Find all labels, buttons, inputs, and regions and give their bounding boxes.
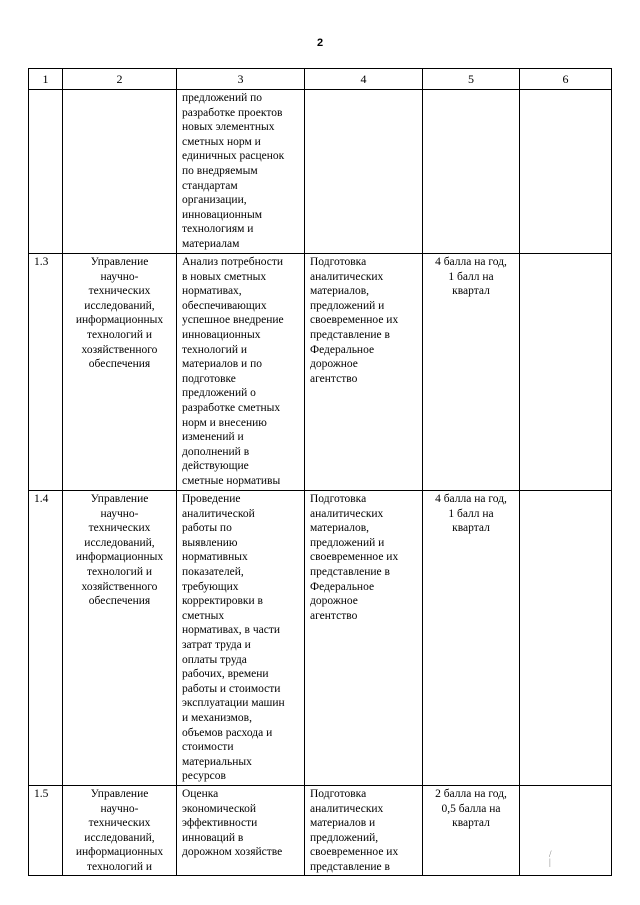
row-number: 1.4 [29,491,63,786]
result-cell-line: предложений, [310,831,379,844]
department-cell-line: технических [88,817,151,830]
column-header-6: 6 [520,69,612,90]
table-row [29,90,612,254]
result-cell-line: Федеральное [310,580,375,593]
department-cell-line: технологий и [86,328,153,341]
task-cell-line: сметных [182,609,225,622]
task-cell-line: материалам [182,237,240,250]
row-number: 1.3 [29,254,63,491]
result-cell-line: аналитических [310,507,384,520]
department-cell-line: научно- [100,270,139,283]
column-6-cell [520,786,612,876]
task-cell-line: нормативных [182,551,248,564]
task-cell-line: и механизмов, [182,711,252,724]
department-cell-line: технических [88,285,151,298]
task-cell-line: разработке сметных [182,401,281,414]
task-cell-line: изменений и [182,431,244,444]
department-cell-line: обеспечения [88,595,151,608]
department-cell-line: Управление [90,493,149,505]
task-cell-line: нормативах, [182,285,242,298]
result-cell-line: представление в [310,565,390,578]
result-cell-line: представление в [310,328,390,341]
task-cell-line: инновационных [182,328,261,341]
score-cell-line: 1 балл на [448,270,494,283]
task-cell-line: нормативах, в части [182,624,281,637]
result-cell-line: Подготовка [310,788,367,800]
row-number [29,90,63,254]
score-cell [423,90,520,254]
result-cell-line: дорожное [310,358,358,371]
result-cell-line: предложений и [310,536,385,549]
task-cell-line: оплаты труда [182,653,247,666]
department-cell-line: исследований, [84,831,155,844]
task-cell-line: сметных норм и [182,135,261,148]
column-header-5: 5 [423,69,520,90]
task-cell-line: сметные нормативы [182,474,281,487]
column-header-1: 1 [29,69,63,90]
task-cell-line: новых элементных [182,121,275,134]
result-cell-line: своевременное их [310,551,399,564]
result-cell [305,254,423,491]
department-cell-line: исследований, [84,536,155,549]
result-cell [305,90,423,254]
result-cell-line: Федеральное [310,343,375,356]
task-cell-line: успешное внедрение [182,314,284,327]
task-cell-line: аналитической [182,507,255,520]
score-cell-line: квартал [452,817,490,830]
score-cell-line: 4 балла на год, [435,493,507,505]
table-row [29,786,612,876]
task-cell-line: показателей, [182,565,244,578]
result-cell-line: Подготовка [310,256,367,268]
scan-mark: / | [549,849,552,867]
department-cell-line: технологий и [86,860,153,873]
task-cell [177,90,305,254]
task-cell-line: действующие [182,460,249,473]
score-cell-line: 4 балла на год, [435,256,507,268]
department-cell [63,254,177,491]
table-row [29,491,612,786]
result-cell [305,491,423,786]
task-cell-line: по внедряемым [182,164,258,177]
task-cell-line: инноваций в [182,831,244,844]
task-cell-line: затрат труда и [182,638,251,651]
task-cell-line: объемов расхода и [182,726,273,739]
task-cell-line: дополнений в [182,445,250,458]
result-cell-line: аналитических [310,802,384,815]
task-cell-line: инновационным [182,208,262,221]
score-cell-line: 1 балл на [448,507,494,520]
department-cell-line: научно- [100,802,139,815]
task-cell-line: в новых сметных [182,270,267,283]
result-cell-line: дорожное [310,595,358,608]
department-cell [63,90,177,254]
score-cell [423,254,520,491]
result-cell-line: представление в [310,860,390,873]
column-header-4: 4 [305,69,423,90]
column-6-cell [520,254,612,491]
task-cell-line: Оценка [182,788,219,800]
department-cell-line: хозяйственного [81,343,158,356]
task-cell-line: технологий и [182,343,248,356]
department-cell-line: информационных [75,314,164,327]
score-cell [423,491,520,786]
task-cell-line: выявлению [182,536,238,549]
task-cell-line: разработке проектов [182,106,283,119]
department-cell-line: технических [88,522,151,535]
task-cell-line: экономической [182,802,256,815]
department-cell-line: Управление [90,788,149,800]
task-cell-line: работы по [182,522,232,535]
result-cell-line: аналитических [310,270,384,283]
department-cell-line: информационных [75,846,164,859]
task-cell-line: норм и внесению [182,416,267,429]
department-cell [63,491,177,786]
task-cell-line: требующих [182,580,239,593]
task-cell-line: стоимости [182,741,234,754]
department-cell-line: Управление [90,256,149,268]
result-cell-line: Подготовка [310,493,367,505]
task-cell [177,491,305,786]
task-cell-line: предложений о [182,387,256,400]
result-cell-line: материалов, [310,522,370,535]
result-cell-line: предложений и [310,299,385,312]
department-cell-line: исследований, [84,299,155,312]
score-cell [423,786,520,876]
task-cell-line: единичных расценок [182,150,285,163]
department-cell-line: информационных [75,551,164,564]
result-cell [305,786,423,876]
task-cell-line: обеспечивающих [182,299,267,312]
task-cell-line: дорожном хозяйстве [182,846,283,859]
row-number: 1.5 [29,786,63,876]
task-cell [177,254,305,491]
task-cell-line: Анализ потребности [182,256,284,268]
criteria-table [28,68,612,876]
task-cell-line: ресурсов [182,770,226,783]
department-cell-line: обеспечения [88,358,151,371]
task-cell-line: предложений по [182,92,263,104]
score-cell-line: квартал [452,285,490,298]
column-header-3: 3 [177,69,305,90]
task-cell-line: материалов и по [182,358,262,371]
result-cell-line: материалов, [310,285,370,298]
department-cell-line: научно- [100,507,139,520]
table-row [29,254,612,491]
task-cell-line: эксплуатации машин [182,697,285,710]
department-cell-line: технологий и [86,565,153,578]
result-cell-line: агентство [310,372,358,385]
header-row [29,69,612,90]
column-6-cell [520,90,612,254]
task-cell-line: работы и стоимости [182,682,281,695]
column-header-2: 2 [63,69,177,90]
result-cell-line: своевременное их [310,846,399,859]
task-cell [177,786,305,876]
score-cell-line: квартал [452,522,490,535]
task-cell-line: организации, [182,194,247,207]
department-cell-line: хозяйственного [81,580,158,593]
page-number: 2 [316,37,324,49]
task-cell-line: подготовке [182,372,236,385]
task-cell-line: материальных [182,755,252,768]
task-cell-line: стандартам [182,179,238,192]
score-cell-line: 2 балла на год, [435,788,507,800]
task-cell-line: эффективности [182,817,258,830]
result-cell-line: агентство [310,609,358,622]
result-cell-line: своевременное их [310,314,399,327]
task-cell-line: Проведение [182,493,241,505]
score-cell-line: 0,5 балла на [441,802,501,815]
task-cell-line: рабочих, времени [182,668,269,681]
department-cell [63,786,177,876]
result-cell-line: материалов и [310,817,376,830]
task-cell-line: корректировки в [182,595,263,608]
column-6-cell [520,491,612,786]
task-cell-line: технологиям и [182,223,254,236]
